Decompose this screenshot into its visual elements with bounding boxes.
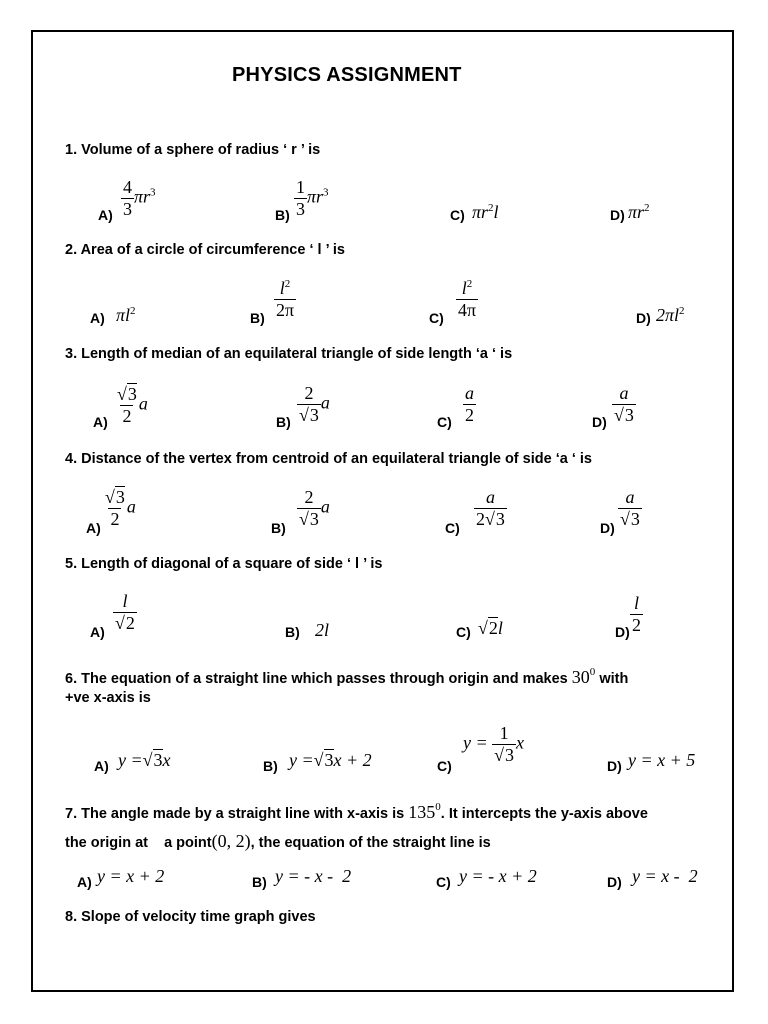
question-3: 3. Length of median of an equilateral triangle of side length ‘a ‘ is <box>65 346 513 362</box>
q6-option-d-math: y = x + 5 <box>628 750 696 770</box>
q5-option-b-math: 2l <box>315 620 330 640</box>
q7-option-a-math: y = x + 2 <box>97 866 165 886</box>
q5-option-b-label: B) <box>285 624 300 640</box>
q3-option-c-math: $\frac{a}{2}$ <box>465 383 474 425</box>
q5-option-d-label: D) <box>615 624 630 640</box>
q2-option-a-math: $\pi l^2$ <box>116 305 136 325</box>
question-1: 1. Volume of a sphere of radius ‘ r ’ is <box>65 142 321 158</box>
q7-option-d-label: D) <box>607 874 622 890</box>
q3-option-a-label: A) <box>93 414 108 430</box>
q4-option-a-label: A) <box>86 520 101 536</box>
q1-option-a-label: A) <box>98 207 113 223</box>
question-6-line-1: 6. The equation of a straight line which passes through origin and makes $30^0$ with <box>65 666 629 687</box>
q6-option-d-label: D) <box>607 758 622 774</box>
q5-option-c-label: C) <box>456 624 471 640</box>
q2-option-d-label: D) <box>636 310 651 326</box>
q6-option-a-label: A) <box>94 758 109 774</box>
q6-option-c-math: y = $\frac{1}{√3}$ x <box>463 723 525 765</box>
question-4: 4. Distance of the vertex from centroid of an equilateral triangle of side ‘a ‘ is <box>65 451 592 467</box>
q5-option-a-math: $\frac{l}{√2}$ <box>115 591 135 633</box>
q4-option-b-label: B) <box>271 520 286 536</box>
q1-option-b-math: $\frac{1}{3}$ $\pi r^3$ <box>296 177 329 219</box>
question-7-line-2: the origin at a point(0, 2), the equation of the straight line is <box>65 831 491 851</box>
q2-option-c-label: C) <box>429 310 444 326</box>
page-title: PHYSICS ASSIGNMENT <box>232 64 462 86</box>
q1-option-d-label: D) <box>610 207 625 223</box>
q2-option-b-label: B) <box>250 310 265 326</box>
question-5: 5. Length of diagonal of a square of side ‘ l ’ is <box>65 556 383 572</box>
q4-option-d-math: $\frac{a}{√3}$ <box>620 487 640 529</box>
q3-option-a-math: $\frac{√3}{2}$ a <box>117 384 148 426</box>
q3-option-b-math: $\frac{2}{√3}$ a <box>299 383 330 425</box>
q2-option-a-label: A) <box>90 310 105 326</box>
q1-option-c-label: C) <box>450 207 465 223</box>
q3-option-b-label: B) <box>276 414 291 430</box>
q2-option-c-math: $\frac{l^2}{4\pi}$ <box>458 278 477 320</box>
question-6-line-2: +ve x-axis is <box>65 690 151 706</box>
q4-option-c-label: C) <box>445 520 460 536</box>
q4-option-d-label: D) <box>600 520 615 536</box>
q5-option-c-math: √2l <box>478 618 503 638</box>
q4-option-b-math: $\frac{2}{√3}$ a <box>299 487 330 529</box>
q7-option-c-math: y = - x + 2 <box>459 866 537 886</box>
q4-option-a-math: $\frac{√3}{2}$ a <box>105 487 136 529</box>
q7-option-c-label: C) <box>436 874 451 890</box>
question-2: 2. Area of a circle of circumference ‘ l ’ is <box>65 242 345 258</box>
q7-option-d-math: y = x - 2 <box>632 866 698 886</box>
q6-option-b-math: y =√3x + 2 <box>289 750 372 770</box>
question-8: 8. Slope of velocity time graph gives <box>65 909 316 925</box>
question-7-line-1: 7. The angle made by a straight line with x-axis is $135^0$. It intercepts the y-axis above <box>65 801 648 822</box>
q2-option-b-math: $\frac{l^2}{2\pi}$ <box>276 278 295 320</box>
q1-option-d-math: $\pi r^2$ <box>628 202 650 222</box>
q7-option-b-math: y = - x - 2 <box>275 866 352 886</box>
q5-option-a-label: A) <box>90 624 105 640</box>
q2-option-d-math: $2\pi l^2$ <box>656 305 685 325</box>
q5-option-d-math: $\frac{l}{2}$ <box>632 593 641 635</box>
q1-option-a-math: $\frac{4}{3}$ $\pi r^3$ <box>123 177 156 219</box>
q7-option-a-label: A) <box>77 874 92 890</box>
q7-option-b-label: B) <box>252 874 267 890</box>
q6-option-b-label: B) <box>263 758 278 774</box>
q6-option-c-label: C) <box>437 758 452 774</box>
q1-option-b-label: B) <box>275 207 290 223</box>
q1-option-c-math: $\pi r^2l$ <box>472 202 499 222</box>
q3-option-c-label: C) <box>437 414 452 430</box>
q4-option-c-math: $\frac{a}{2√3}$ <box>476 487 505 529</box>
q3-option-d-label: D) <box>592 414 607 430</box>
q3-option-d-math: $\frac{a}{√3}$ <box>614 383 634 425</box>
q6-option-a-math: y =√3x <box>118 750 171 770</box>
